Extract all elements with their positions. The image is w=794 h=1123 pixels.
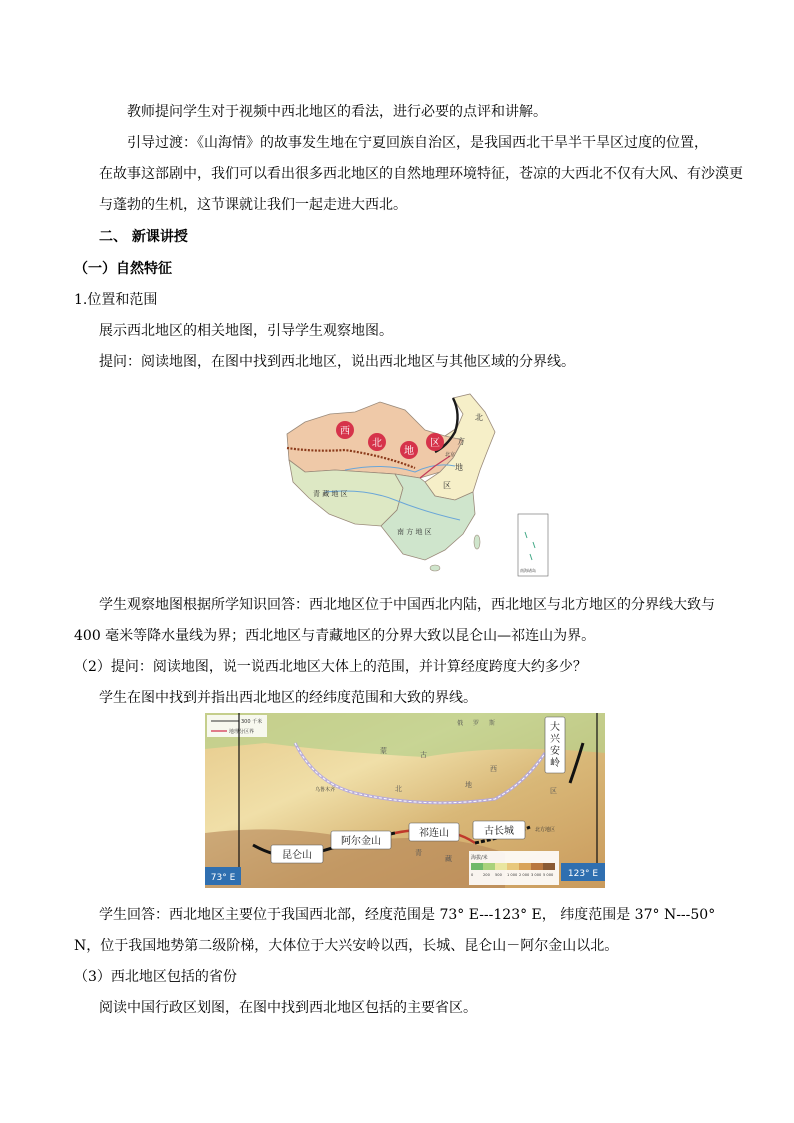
para-show-map: 展示西北地区的相关地图，引导学生观察地图。 [99, 323, 393, 339]
legend-boundary-label: 地理分区界 [229, 729, 255, 735]
place-di: 地 [465, 781, 472, 789]
range-altun: 阿尔金山 [341, 836, 381, 847]
circle-label-3: 地 [404, 446, 414, 457]
elev-swatch [543, 863, 555, 870]
range-qilian: 祁连山 [419, 828, 449, 839]
elev-swatch [471, 863, 483, 870]
elev-swatch [507, 863, 519, 870]
circle-label-4: 区 [430, 438, 440, 449]
para-transition-1: 引导过渡：《山海情》的故事发生地在宁夏回族自治区，是我国西北干旱半干旱区过度的位置， [127, 135, 708, 151]
lon-right-label: 123° E [567, 869, 599, 879]
scale-label: 300 千米 [241, 719, 263, 725]
dxal-char-3: 安 [550, 746, 560, 757]
heading-natural-features: （一）自然特征 [74, 261, 172, 277]
place-gu: 古 [420, 751, 427, 759]
northwest-topographic-map [205, 713, 605, 888]
place-bei: 北 [395, 785, 402, 793]
place-qu: 区 [550, 787, 557, 795]
elev-title: 海拔/米 [471, 855, 488, 861]
para-student-locate: 学生在图中找到并指出西北地区的经纬度范围和大致的界线。 [99, 690, 477, 706]
place-xi: 西 [490, 765, 497, 773]
elev-tick: 1 000 [507, 873, 518, 877]
place-north-region: 北方地区 [535, 827, 556, 833]
elev-tick: 2 000 [519, 873, 530, 877]
elev-swatch [519, 863, 531, 870]
para-question-range: （2）提问：阅读地图，说一说西北地区大体上的范围，并计算经度跨度大约多少？ [74, 659, 587, 675]
para-read-admin-map: 阅读中国行政区划图，在图中找到西北地区包括的主要省区。 [99, 1000, 477, 1016]
place-zang: 藏 [445, 855, 452, 863]
label-fang: 方 [457, 437, 465, 446]
elev-swatch [483, 863, 495, 870]
elev-tick: 500 [495, 873, 502, 877]
circle-label-1: 西 [340, 426, 350, 437]
lon-left-label: 73° E [210, 873, 236, 883]
para-transition-3: 与蓬勃的生机，这节课就让我们一起走进大西北。 [99, 197, 407, 213]
para-transition-2: 在故事这部剧中，我们可以看出很多西北地区的自然地理环境特征，苍凉的大西北不仅有大风、有沙漠更 [99, 166, 743, 182]
china-regions-map [285, 392, 550, 580]
dxal-char-1: 大 [550, 722, 560, 733]
elev-swatch [495, 863, 507, 870]
elev-tick: 3 000 [531, 873, 542, 877]
label-di: 地 [455, 463, 463, 472]
label-qu: 区 [443, 481, 451, 490]
label-beijing: 北京 [445, 452, 456, 458]
place-si: 斯 [489, 720, 496, 727]
label-north: 北 [475, 413, 483, 422]
place-e: 俄 [457, 720, 464, 727]
elev-tick: 5 000 [543, 873, 554, 877]
label-qingzang: 青 藏 地 区 [313, 490, 348, 498]
para-question-boundary: 提问：阅读地图，在图中找到西北地区，说出西北地区与其他区域的分界线。 [99, 354, 575, 370]
range-great-wall: 古长城 [484, 826, 514, 837]
range-kunlun: 昆仑山 [282, 850, 312, 861]
para-answer-boundary-1: 学生观察地图根据所学知识回答：西北地区位于中国西北内陆，西北地区与北方地区的分界线大致与 [99, 597, 715, 613]
para-answer-range-2: N，位于我国地势第二级阶梯，大体位于大兴安岭以西，长城、昆仑山－阿尔金山以北。 [74, 938, 619, 954]
dxal-char-2: 兴 [550, 734, 560, 745]
place-meng: 蒙 [380, 747, 387, 755]
para-teacher-question: 教师提问学生对于视频中西北地区的看法，进行必要的点评和讲解。 [127, 104, 547, 120]
heading-new-lesson: 二、 新课讲授 [99, 229, 188, 245]
circle-label-2: 北 [372, 438, 382, 449]
elev-swatch [531, 863, 543, 870]
para-answer-range-1: 学生回答：西北地区主要位于我国西北部，经度范围是 73° E---123° E， 纬度范围是 37° N---50° [99, 907, 716, 923]
heading-location: 1.位置和范围 [74, 292, 158, 308]
elev-tick: 0 [471, 873, 474, 877]
para-answer-boundary-2: 400 毫米等降水量线为界；西北地区与青藏地区的分界大致以昆仑山—祁连山为界。 [74, 628, 596, 644]
dxal-char-4: 岭 [550, 758, 560, 769]
heading-provinces: （3）西北地区包括的省份 [74, 969, 237, 985]
elev-tick: 200 [483, 873, 490, 877]
place-luo: 罗 [473, 720, 480, 727]
elevation-legend [471, 863, 555, 877]
label-south: 南 方 地 区 [397, 528, 432, 536]
place-urumqi: 乌鲁木齐 [315, 787, 336, 793]
place-qing: 青 [415, 849, 422, 857]
label-south-sea: 南海诸岛 [520, 568, 536, 573]
